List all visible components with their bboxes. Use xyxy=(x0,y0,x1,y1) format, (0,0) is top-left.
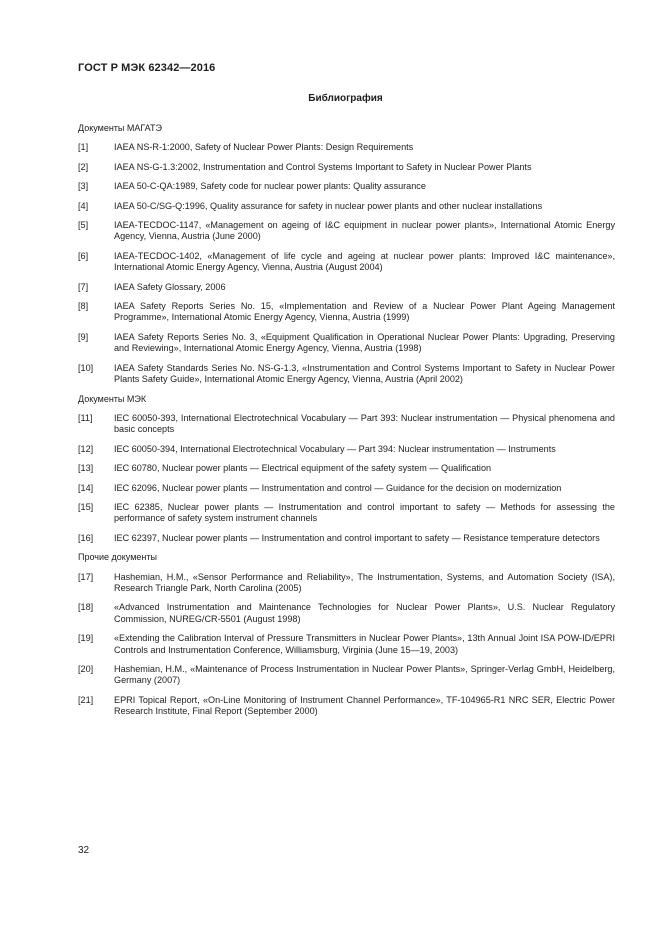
bibliography-entry xyxy=(78,533,615,544)
reference-number: [4] xyxy=(78,200,89,211)
bibliography-entry xyxy=(78,142,615,153)
reference-text: IAEA Safety Standards Series No. NS-G-1.3, «Instrumentation and Control Systems Important to Safety in Nuclear Power Plants Safety Guide», International Atomic Energy Agency, Vienna, Austria (April 2002) xyxy=(114,362,615,385)
reference-number: [17] xyxy=(78,571,94,582)
bibliography-entry xyxy=(78,162,615,173)
bibliography-entry xyxy=(78,181,615,192)
reference-text: IAEA 50-C-QA:1989, Safety code for nuclear power plants: Quality assurance xyxy=(114,181,426,192)
page-title: Библиография xyxy=(308,93,383,104)
standard-code-header: ГОСТ Р МЭК 62342—2016 xyxy=(78,62,216,74)
reference-text: EPRI Topical Report, «On-Line Monitoring of Instrument Channel Performance», TF-104965-R1 NRC SER, Electric Power Research Institute, Final Report (September 2000) xyxy=(114,694,615,717)
reference-text: «Extending the Calibration Interval of Pressure Transmitters in Nuclear Power Plants», 13th Annual Joint ISA POW-ID/EPRI Controls and Instrumentation Conference, Williamsburg, Virginia (June 15—19, 2003) xyxy=(114,633,615,655)
reference-number: [14] xyxy=(78,482,94,493)
bibliography-entry xyxy=(78,301,615,324)
bibliography-entry xyxy=(78,483,615,494)
reference-number: [15] xyxy=(78,501,94,512)
reference-number: [18] xyxy=(78,602,94,613)
reference-number: [6] xyxy=(78,250,89,261)
reference-number: [11] xyxy=(78,412,93,423)
reference-number: [21] xyxy=(78,694,94,705)
bibliography-entry xyxy=(78,502,615,525)
reference-number: [10] xyxy=(78,362,94,373)
bibliography-entry xyxy=(78,463,615,474)
reference-number: [5] xyxy=(78,220,89,231)
reference-number: [9] xyxy=(78,331,89,342)
bibliography-entry xyxy=(78,282,615,293)
reference-text: IAEA NS-R-1:2000, Safety of Nuclear Power Plants: Design Requirements xyxy=(114,142,414,153)
reference-number: [12] xyxy=(78,443,94,454)
reference-text: IAEA-TECDOC-1147, «Management on ageing of I&C equipment in nuclear power plants», International Atomic Energy Agency, Vienna, Austria (June 2000) xyxy=(114,220,615,242)
reference-text: IAEA Safety Glossary, 2006 xyxy=(114,281,226,292)
bibliography-entry xyxy=(78,413,615,436)
reference-number: [20] xyxy=(78,664,94,674)
reference-text: IEC 62397, Nuclear power plants — Instrumentation and control important to safety — Resistance temperature detectors xyxy=(114,532,600,543)
reference-text: IEC 60050-394, International Electrotechnical Vocabulary — Part 394: Nuclear instrumentation — Instruments xyxy=(114,443,556,454)
reference-text: IEC 60780, Nuclear power plants — Electrical equipment of the safety system — Qualification xyxy=(114,463,492,474)
bibliography-list xyxy=(78,123,615,726)
bibliography-entry xyxy=(78,633,615,656)
reference-text: «Advanced Instrumentation and Maintenance Technologies for Nuclear Power Plants», U.S. Nuclear Regulatory Commission, NUREG/CR-5501 (August 1998) xyxy=(114,602,615,624)
reference-number: [2] xyxy=(78,161,89,172)
reference-text: IAEA NS-G-1.3:2002, Instrumentation and Control Systems Important to Safety in Nuclear Power Plants xyxy=(114,161,532,172)
reference-number: [1] xyxy=(78,142,89,153)
reference-text: IEC 62096, Nuclear power plants — Instrumentation and control — Guidance for the decision on modernization xyxy=(114,482,562,493)
reference-text: IAEA Safety Reports Series No. 15, «Implementation and Review of a Nuclear Power Plant Ageing Management Programme», International Atomic Energy Agency, Vienna, Austria (1999) xyxy=(114,301,615,323)
reference-number: [13] xyxy=(78,463,94,474)
bibliography-entry xyxy=(78,695,615,718)
bibliography-entry xyxy=(78,664,615,687)
section-heading: Документы МАГАТЭ xyxy=(78,123,162,133)
page-number: 32 xyxy=(78,845,90,856)
reference-number: [19] xyxy=(78,633,94,644)
reference-number: [3] xyxy=(78,181,89,192)
reference-text: IAEA Safety Reports Series No. 3, «Equipment Qualification in Operational Nuclear Power Plants: Upgrading, Preserving and Reviewing», International Atomic Energy Agency, Vienna, Austria (1998) xyxy=(114,331,615,354)
section-heading: Прочие документы xyxy=(78,552,157,563)
reference-number: [8] xyxy=(78,301,89,312)
reference-text: IEC 62385, Nuclear power plants — Instrumentation and control important to safety — Methods for assessing the performance of safety system instrument channels xyxy=(114,501,615,524)
section-heading: Документы МЭК xyxy=(78,393,147,404)
bibliography-entry xyxy=(78,363,615,386)
reference-number: [7] xyxy=(78,281,89,292)
bibliography-entry xyxy=(78,220,615,243)
reference-number: [16] xyxy=(78,532,94,543)
bibliography-entry xyxy=(78,251,615,274)
reference-text: IAEA 50-C/SG-Q:1996, Quality assurance for safety in nuclear power plants and other nuclear installations xyxy=(114,200,543,211)
reference-text: Hashemian, H.M., «Sensor Performance and Reliability», The Instrumentation, Systems, and Automation Society (ISA), Research Triangle Park, North Carolina (2005) xyxy=(114,571,615,593)
bibliography-entry xyxy=(78,444,615,455)
bibliography-entry xyxy=(78,332,615,355)
reference-text: Hashemian, H.M., «Maintenance of Process Instrumentation in Nuclear Power Plants», Springer-Verlag GmbH, Heidelberg, Germany (2007) xyxy=(114,664,615,686)
bibliography-entry xyxy=(78,201,615,212)
reference-text: IAEA-TECDOC-1402, «Management of life cycle and ageing at nuclear power plants: Improved I&C maintenance», International Atomic Energy Agency, Vienna, Austria (August 2004) xyxy=(114,250,615,273)
bibliography-entry xyxy=(78,602,615,625)
reference-text: IEC 60050-393, International Electrotechnical Vocabulary — Part 393: Nuclear instrumentation — Physical phenomena and basic concepts xyxy=(114,412,615,435)
bibliography-entry xyxy=(78,572,615,595)
